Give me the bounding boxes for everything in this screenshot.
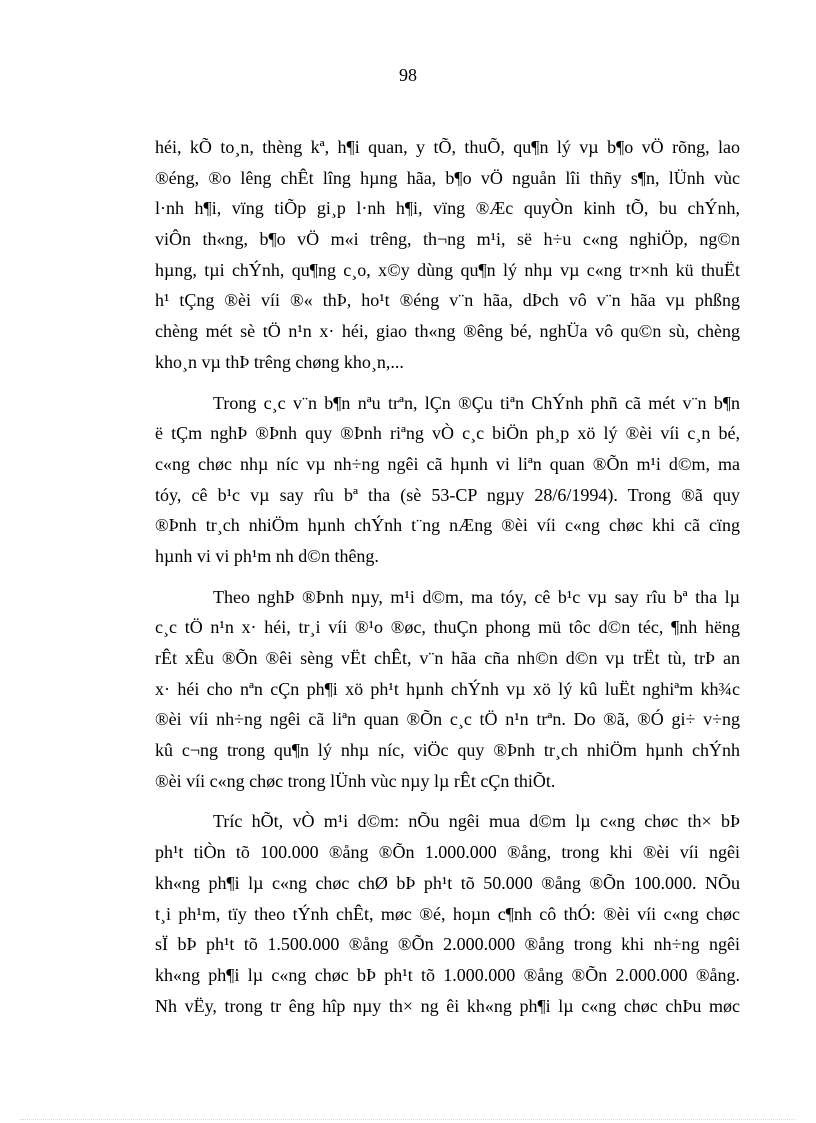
page-number: 98 xyxy=(399,65,417,85)
paragraph-gap xyxy=(155,796,740,806)
text-line: héi, kÕ to¸n, thèng kª, h¶i quan, y tÕ, thuÕ, qu¶n lý vµ b¶o vÖ rõng, lao xyxy=(155,137,740,157)
document-body xyxy=(155,132,740,1021)
text-line: kû c¬ng trong qu¶n lý nhµ níc, viÖc quy ®Þnh tr¸ch nhiÖm hµnh chÝnh xyxy=(155,740,740,761)
text-line: x· héi cho nªn cÇn ph¶i xö ph¹t hµnh chÝnh vµ xö lý kû luËt nghiªm kh¾c xyxy=(155,678,740,699)
text-line: ®èi víi c«ng chøc trong lÜnh vùc nµy lµ rÊt cÇn thiÕt. xyxy=(155,770,556,791)
text-line: hµnh vi vi ph¹m nh d©n thêng. xyxy=(155,545,379,566)
text-line: ®Þnh tr¸ch nhiÖm hµnh chÝnh t¨ng nÆng ®èi víi c«ng chøc khi cã cïng xyxy=(155,515,740,536)
text-line: sÏ bÞ ph¹t tõ 1.500.000 ®ång ®Õn 2.000.000 ®ång trong khi nh÷ng ngêi xyxy=(155,934,740,955)
text-line: c«ng chøc nhµ níc vµ nh÷ng ngêi cã hµnh vi liªn quan ®Õn m¹i d©m, ma xyxy=(155,453,740,474)
paragraph-1 xyxy=(155,132,740,378)
page-bottom-rule xyxy=(20,1119,796,1120)
text-line: ph¹t tiÒn tõ 100.000 ®ång ®Õn 1.000.000 ®ång, trong khi ®èi víi ngêi xyxy=(155,842,740,863)
text-line: kh«ng ph¶i lµ c«ng chøc bÞ ph¹t tõ 1.000.000 ®ång ®Õn 2.000.000 ®ång. xyxy=(155,964,740,985)
text-line: kh«ng ph¶i lµ c«ng chøc chØ bÞ ph¹t tõ 50.000 ®ång ®Õn 100.000. NÕu xyxy=(155,872,740,893)
paragraph-2 xyxy=(155,388,740,572)
paragraph-3 xyxy=(155,582,740,797)
text-line: hµng, tµi chÝnh, qu¶ng c¸o, x©y dùng qu¶n lý nhµ vµ c«ng tr×nh kü thuËt xyxy=(155,259,740,280)
text-line: Tríc hÕt, vÒ m¹i d©m: nÕu ngêi mua d©m lµ c«ng chøc th× bÞ xyxy=(213,811,740,832)
text-line: Nh vËy, trong tr êng hîp nµy th× ng êi kh«ng ph¶i lµ c«ng chøc chÞu møc xyxy=(155,995,740,1016)
text-line: l·nh h¶i, vïng tiÕp gi¸p l·nh h¶i, vïng ®Æc quyÒn kinh tÕ, bu chÝnh, xyxy=(155,198,740,219)
text-line: c¸c tÖ n¹n x· héi, tr¸i víi ®¹o ®øc, thuÇn phong mü tôc d©n téc, ¶nh hëng xyxy=(155,617,740,638)
text-line: tóy, cê b¹c vµ say rîu bª tha (sè 53-CP ngµy 28/6/1994). Trong ®ã quy xyxy=(155,484,740,505)
text-line: Trong c¸c v¨n b¶n nªu trªn, lÇn ®Çu tiªn ChÝnh phñ cã mét v¨n b¶n xyxy=(213,392,740,413)
text-line: ®éng, ®o lêng chÊt lîng hµng hãa, b¶o vÖ nguån lîi thñy s¶n, lÜnh vùc xyxy=(155,167,740,188)
text-line: Theo nghÞ ®Þnh nµy, m¹i d©m, ma tóy, cê b¹c vµ say rîu bª tha lµ xyxy=(213,586,740,607)
text-line: chèng mét sè tÖ n¹n x· héi, giao th«ng ®êng bé, nghÜa vô qu©n sù, chèng xyxy=(155,321,740,342)
text-line: rÊt xÊu ®Õn ®êi sèng vËt chÊt, v¨n hãa cña nh©n d©n vµ trËt tù, trÞ an xyxy=(155,648,740,668)
text-line: kho¸n vµ thÞ trêng chøng kho¸n,... xyxy=(155,351,404,372)
text-line: ë tÇm nghÞ ®Þnh quy ®Þnh riªng vÒ c¸c biÖn ph¸p xö lý ®èi víi c¸n bé, xyxy=(155,423,740,444)
text-line: t¸i ph¹m, tïy theo tÝnh chÊt, møc ®é, hoµn c¶nh cô thÓ: ®èi víi c«ng chøc xyxy=(155,903,740,924)
paragraph-gap xyxy=(155,378,740,388)
text-line: viÔn th«ng, b¶o vÖ m«i trêng, th¬ng m¹i, së h÷u c«ng nghiÖp, ng©n xyxy=(155,229,740,250)
text-line: ®èi víi nh÷ng ngêi cã liªn quan ®Õn c¸c tÖ n¹n trªn. Do ®ã, ®Ó gi÷ v÷ng xyxy=(155,709,740,730)
paragraph-gap xyxy=(155,572,740,582)
paragraph-4 xyxy=(155,806,740,1021)
text-line: h¹ tÇng ®èi víi ®« thÞ, ho¹t ®éng v¨n hãa, dÞch vô v¨n hãa vµ phßng xyxy=(155,290,740,311)
